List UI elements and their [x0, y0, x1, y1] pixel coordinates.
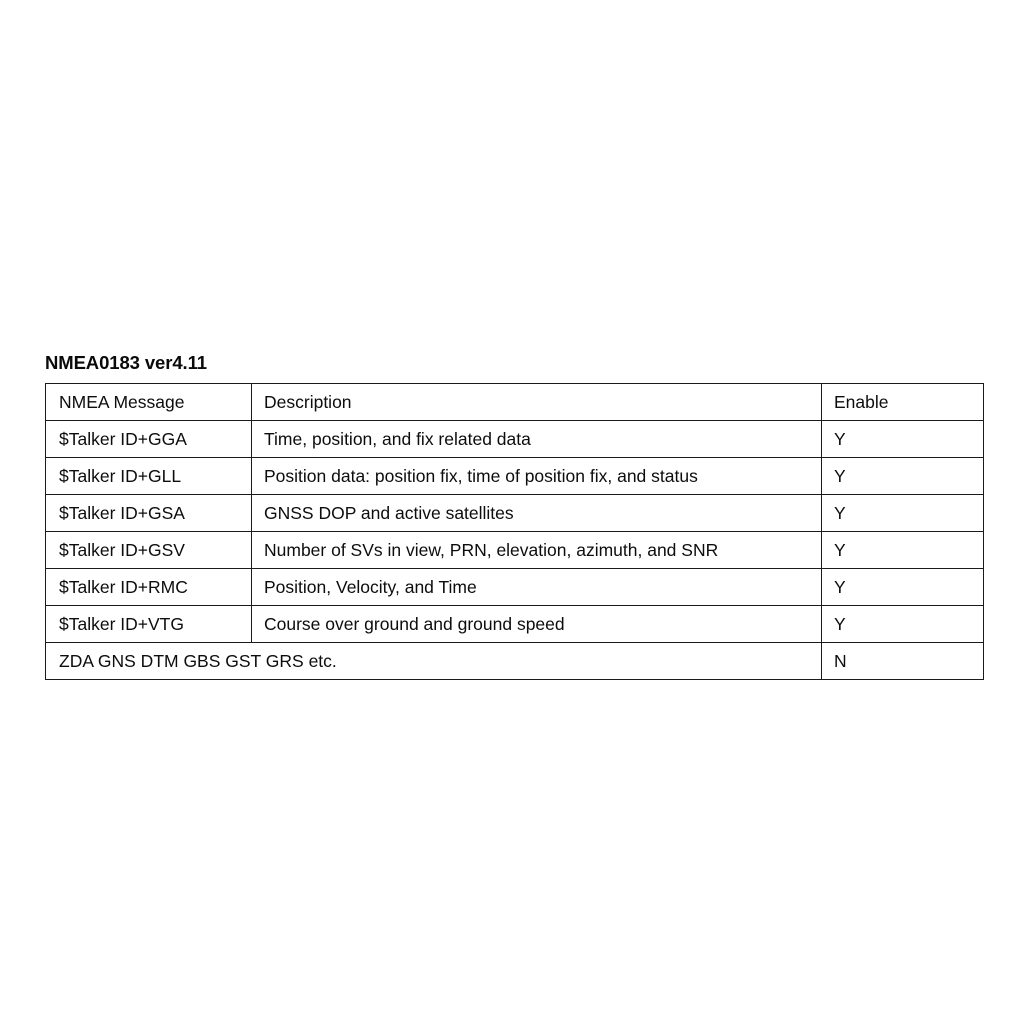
- table-row: [46, 569, 984, 606]
- table-row: [46, 606, 984, 643]
- cell-enable: Y: [822, 532, 984, 569]
- table-row-merged: [46, 643, 984, 680]
- cell-enable: Y: [822, 421, 984, 458]
- table-row: [46, 495, 984, 532]
- cell-description: Number of SVs in view, PRN, elevation, azimuth, and SNR: [252, 532, 822, 569]
- cell-other-messages: ZDA GNS DTM GBS GST GRS etc.: [46, 643, 822, 680]
- cell-nmea-message: $Talker ID+GSV: [46, 532, 252, 569]
- cell-description: GNSS DOP and active satellites: [252, 495, 822, 532]
- cell-description: Time, position, and fix related data: [252, 421, 822, 458]
- cell-enable: Y: [822, 606, 984, 643]
- cell-description: Position, Velocity, and Time: [252, 569, 822, 606]
- table-row: [46, 421, 984, 458]
- cell-enable: Y: [822, 458, 984, 495]
- column-header-enable: Enable: [822, 384, 984, 421]
- cell-enable: Y: [822, 569, 984, 606]
- page-title: NMEA0183 ver4.11: [45, 352, 207, 373]
- nmea-message-table: [45, 383, 984, 680]
- cell-nmea-message: $Talker ID+GSA: [46, 495, 252, 532]
- cell-enable: Y: [822, 495, 984, 532]
- table-body: [46, 384, 984, 680]
- cell-nmea-message: $Talker ID+VTG: [46, 606, 252, 643]
- cell-description: Position data: position fix, time of position fix, and status: [252, 458, 822, 495]
- cell-nmea-message: $Talker ID+RMC: [46, 569, 252, 606]
- column-header-nmea-message: NMEA Message: [46, 384, 252, 421]
- cell-nmea-message: $Talker ID+GLL: [46, 458, 252, 495]
- column-header-description: Description: [252, 384, 822, 421]
- table-header-row: [46, 384, 984, 421]
- cell-description: Course over ground and ground speed: [252, 606, 822, 643]
- table-row: [46, 458, 984, 495]
- table-row: [46, 532, 984, 569]
- cell-nmea-message: $Talker ID+GGA: [46, 421, 252, 458]
- document-content-block: [45, 352, 983, 680]
- cell-enable: N: [822, 643, 984, 680]
